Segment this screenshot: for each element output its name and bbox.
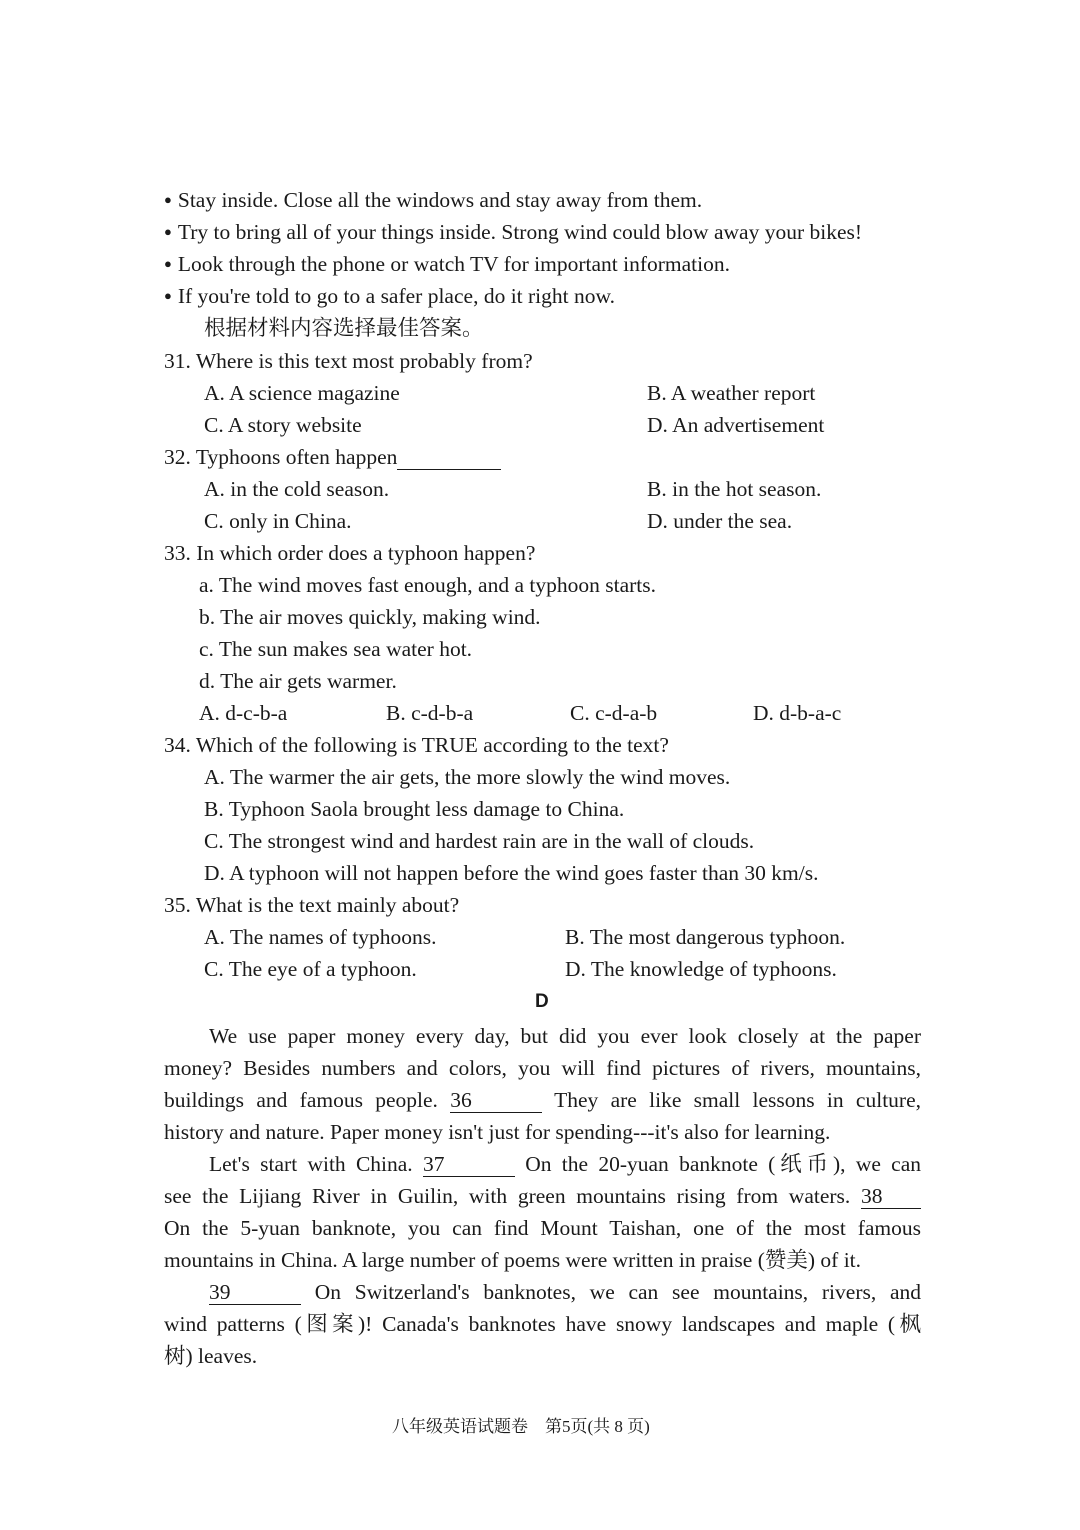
question-32-option-b: B. in the hot season. — [647, 477, 822, 501]
passage-text: buildings and famous people. — [164, 1088, 438, 1112]
question-33-item: d. The air gets warmer. — [199, 669, 397, 693]
passage-line: money? Besides numbers and colors, you will find pictures of rivers, mountains, — [164, 1056, 921, 1080]
passage-line: history and nature. Paper money isn't just for spending---it's also for learning. — [164, 1120, 831, 1144]
question-33-item: c. The sun makes sea water hot. — [199, 637, 473, 661]
bullet-item: ● Try to bring all of your things inside. Strong wind could blow away your bikes! — [164, 222, 862, 244]
bullet-item: ● Look through the phone or watch TV for important information. — [164, 254, 730, 276]
question-34-option-d: D. A typhoon will not happen before the wind goes faster than 30 km/s. — [204, 861, 819, 885]
bullet-item: ● If you're told to go to a safer place, do it right now. — [164, 286, 615, 308]
section-heading: D — [535, 991, 549, 1012]
question-33-item: a. The wind moves fast enough, and a typhoon starts. — [199, 573, 656, 597]
answer-blank-39: 39 — [209, 1282, 301, 1305]
answer-blank-36: 36 — [450, 1090, 542, 1113]
question-35-option-a: A. The names of typhoons. — [204, 925, 437, 949]
question-34-option-a: A. The warmer the air gets, the more slowly the wind moves. — [204, 765, 731, 789]
passage-text: On the 20-yuan banknote (纸币), we can — [525, 1152, 921, 1176]
question-31-option-d: D. An advertisement — [647, 413, 825, 437]
answer-blank-32 — [397, 447, 501, 470]
question-35-option-b: B. The most dangerous typhoon. — [565, 925, 846, 949]
passage-line — [209, 1282, 921, 1305]
question-33-option-c: C. c-d-a-b — [570, 701, 658, 725]
question-31-option-c: C. A story website — [204, 413, 362, 437]
passage-line: 树) leaves. — [164, 1344, 258, 1368]
question-34-option-c: C. The strongest wind and hardest rain are in the wall of clouds. — [204, 829, 755, 853]
question-32-option-a: A. in the cold season. — [204, 477, 390, 501]
question-35-stem: 35. What is the text mainly about? — [164, 893, 460, 917]
passage-line — [164, 1090, 921, 1113]
answer-blank-37: 37 — [423, 1154, 515, 1177]
question-31-option-b: B. A weather report — [647, 381, 816, 405]
question-33-option-a: A. d-c-b-a — [199, 701, 288, 725]
answer-blank-38: 38 — [861, 1186, 921, 1209]
bullet-item: ● Stay inside. Close all the windows and stay away from them. — [164, 190, 702, 212]
passage-line — [164, 1186, 921, 1209]
question-34-option-b: B. Typhoon Saola brought less damage to China. — [204, 797, 625, 821]
question-33-stem: 33. In which order does a typhoon happen? — [164, 541, 536, 565]
passage-line: We use paper money every day, but did you ever look closely at the paper — [209, 1024, 921, 1048]
passage-line: wind patterns (图案)! Canada's banknotes have snowy landscapes and maple (枫 — [164, 1312, 921, 1336]
passage-text: They are like small lessons in culture, — [554, 1088, 921, 1112]
passage-text: see the Lijiang River in Guilin, with green mountains rising from waters. — [164, 1184, 851, 1208]
passage-text: Let's start with China. — [209, 1152, 413, 1176]
question-32-stem-text: 32. Typhoons often happen — [164, 445, 398, 469]
question-35-option-d: D. The knowledge of typhoons. — [565, 957, 837, 981]
question-31-stem: 31. Where is this text most probably from? — [164, 349, 533, 373]
question-34-stem: 34. Which of the following is TRUE according to the text? — [164, 733, 669, 757]
question-33-option-b: B. c-d-b-a — [386, 701, 474, 725]
question-35-option-c: C. The eye of a typhoon. — [204, 957, 417, 981]
instruction: 根据材料内容选择最佳答案。 — [204, 316, 484, 340]
question-32-option-d: D. under the sea. — [647, 509, 793, 533]
page-footer: 八年级英语试题卷 第5页(共 8 页) — [392, 1417, 650, 1436]
question-33-option-d: D. d-b-a-c — [753, 701, 842, 725]
passage-line: On the 5-yuan banknote, you can find Mount Taishan, one of the most famous — [164, 1216, 921, 1240]
question-33-item: b. The air moves quickly, making wind. — [199, 605, 541, 629]
passage-line — [209, 1154, 921, 1177]
question-32-stem — [164, 447, 501, 470]
passage-line: mountains in China. A large number of poems were written in praise (赞美) of it. — [164, 1248, 862, 1272]
question-32-option-c: C. only in China. — [204, 509, 352, 533]
passage-text: On Switzerland's banknotes, we can see mountains, rivers, and — [314, 1280, 921, 1304]
question-31-option-a: A. A science magazine — [204, 381, 400, 405]
